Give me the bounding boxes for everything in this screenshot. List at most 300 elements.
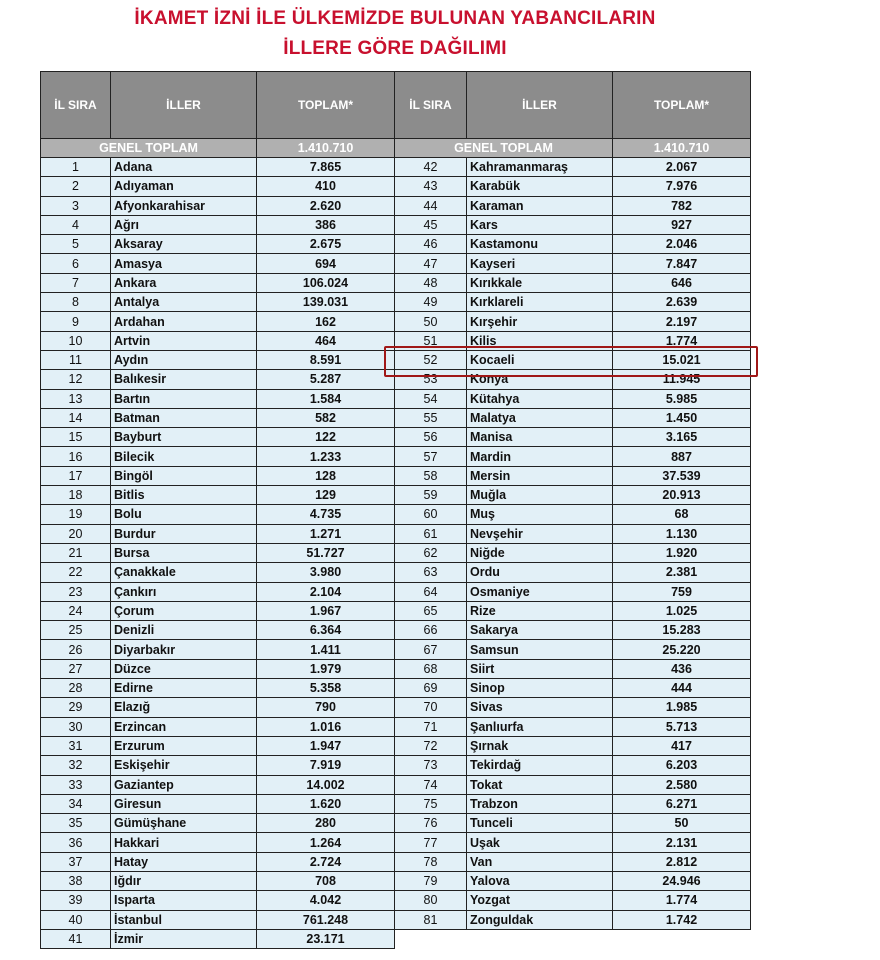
il-name-cell: Aksaray <box>111 235 257 254</box>
genel-toplam-label-right: GENEL TOPLAM <box>395 139 613 158</box>
toplam-cell: 2.724 <box>257 852 395 871</box>
il-name-cell: Muğla <box>467 486 613 505</box>
toplam-cell: 2.639 <box>613 293 751 312</box>
il-sira-cell: 45 <box>395 215 467 234</box>
il-name-cell: Trabzon <box>467 794 613 813</box>
il-sira-cell: 73 <box>395 756 467 775</box>
il-name-cell: Erzincan <box>111 717 257 736</box>
il-name-cell: Bingöl <box>111 466 257 485</box>
il-sira-cell: 14 <box>41 408 111 427</box>
il-name-cell: Antalya <box>111 293 257 312</box>
toplam-cell: 417 <box>613 736 751 755</box>
table-row <box>41 196 751 215</box>
il-name-cell: Tekirdağ <box>467 756 613 775</box>
il-sira-cell: 72 <box>395 736 467 755</box>
il-name-cell: Kırşehir <box>467 312 613 331</box>
il-name-cell: Kahramanmaraş <box>467 158 613 177</box>
toplam-cell: 3.980 <box>257 563 395 582</box>
header-sira-left: İL SIRA <box>41 72 111 139</box>
il-name-cell: Sivas <box>467 698 613 717</box>
il-sira-cell: 50 <box>395 312 467 331</box>
il-sira-cell: 6 <box>41 254 111 273</box>
toplam-cell: 708 <box>257 871 395 890</box>
il-sira-cell: 75 <box>395 794 467 813</box>
il-name-cell: Siirt <box>467 659 613 678</box>
toplam-cell: 280 <box>257 814 395 833</box>
table-row <box>41 621 751 640</box>
il-sira-cell: 81 <box>395 910 467 929</box>
il-name-cell: İzmir <box>111 929 257 948</box>
toplam-cell: 782 <box>613 196 751 215</box>
genel-toplam-row <box>41 139 751 158</box>
toplam-cell: 2.675 <box>257 235 395 254</box>
table-row <box>41 814 751 833</box>
toplam-cell: 410 <box>257 177 395 196</box>
il-sira-cell: 53 <box>395 370 467 389</box>
il-sira-cell: 71 <box>395 717 467 736</box>
il-name-cell: Hatay <box>111 852 257 871</box>
table-row <box>41 254 751 273</box>
table-row <box>41 447 751 466</box>
il-name-cell: Ordu <box>467 563 613 582</box>
il-name-cell: Samsun <box>467 640 613 659</box>
toplam-cell: 444 <box>613 679 751 698</box>
il-sira-cell: 10 <box>41 331 111 350</box>
il-name-cell: Adana <box>111 158 257 177</box>
toplam-cell: 139.031 <box>257 293 395 312</box>
il-sira-cell: 2 <box>41 177 111 196</box>
il-sira-cell: 17 <box>41 466 111 485</box>
il-sira-cell: 48 <box>395 273 467 292</box>
header-sira-right: İL SIRA <box>395 72 467 139</box>
il-sira-cell: 58 <box>395 466 467 485</box>
il-name-cell: Karaman <box>467 196 613 215</box>
il-sira-cell: 33 <box>41 775 111 794</box>
toplam-cell: 24.946 <box>613 871 751 890</box>
toplam-cell: 162 <box>257 312 395 331</box>
table-row <box>41 408 751 427</box>
il-sira-cell: 35 <box>41 814 111 833</box>
il-sira-cell: 63 <box>395 563 467 582</box>
il-name-cell: Zonguldak <box>467 910 613 929</box>
il-sira-cell: 9 <box>41 312 111 331</box>
toplam-cell: 1.016 <box>257 717 395 736</box>
toplam-cell: 6.203 <box>613 756 751 775</box>
table-row <box>41 563 751 582</box>
kocaeli-highlight-box <box>384 346 758 377</box>
toplam-cell: 1.742 <box>613 910 751 929</box>
toplam-cell: 50 <box>613 814 751 833</box>
toplam-cell: 1.411 <box>257 640 395 659</box>
table-row <box>41 273 751 292</box>
il-name-cell: Batman <box>111 408 257 427</box>
il-sira-cell: 23 <box>41 582 111 601</box>
il-name-cell: Aydın <box>111 350 257 369</box>
il-sira-cell: 78 <box>395 852 467 871</box>
il-sira-cell: 13 <box>41 389 111 408</box>
table-row <box>41 466 751 485</box>
il-sira-cell: 64 <box>395 582 467 601</box>
il-name-cell: Kütahya <box>467 389 613 408</box>
il-name-cell: Bartın <box>111 389 257 408</box>
il-name-cell: Bolu <box>111 505 257 524</box>
toplam-cell: 3.165 <box>613 428 751 447</box>
il-sira-cell: 5 <box>41 235 111 254</box>
il-sira-cell: 32 <box>41 756 111 775</box>
il-sira-cell: 36 <box>41 833 111 852</box>
toplam-cell: 646 <box>613 273 751 292</box>
toplam-cell: 129 <box>257 486 395 505</box>
il-name-cell: Gaziantep <box>111 775 257 794</box>
il-sira-cell: 24 <box>41 601 111 620</box>
toplam-cell: 1.774 <box>613 891 751 910</box>
toplam-cell: 7.976 <box>613 177 751 196</box>
il-sira-cell: 3 <box>41 196 111 215</box>
il-sira-cell: 8 <box>41 293 111 312</box>
il-name-cell: Gümüşhane <box>111 814 257 833</box>
toplam-cell: 23.171 <box>257 929 395 948</box>
table-row <box>41 543 751 562</box>
toplam-cell: 2.131 <box>613 833 751 852</box>
il-sira-cell: 61 <box>395 524 467 543</box>
toplam-cell: 790 <box>257 698 395 717</box>
table-row <box>41 698 751 717</box>
il-name-cell: Kastamonu <box>467 235 613 254</box>
il-name-cell: Kilis <box>467 331 613 350</box>
il-sira-cell: 55 <box>395 408 467 427</box>
il-name-cell: Denizli <box>111 621 257 640</box>
table-row <box>41 601 751 620</box>
il-sira-cell: 52 <box>395 350 467 369</box>
toplam-cell: 122 <box>257 428 395 447</box>
il-name-cell: Van <box>467 852 613 871</box>
toplam-cell: 5.713 <box>613 717 751 736</box>
il-sira-cell: 40 <box>41 910 111 929</box>
table-row <box>41 910 751 929</box>
il-sira-cell: 16 <box>41 447 111 466</box>
document-title-line1: İKAMET İZNİ İLE ÜLKEMİZDE BULUNAN YABANCILARIN <box>134 8 656 29</box>
il-sira-cell: 37 <box>41 852 111 871</box>
table-row <box>41 177 751 196</box>
table-row <box>41 679 751 698</box>
toplam-cell: 106.024 <box>257 273 395 292</box>
il-name-cell: Kocaeli <box>467 350 613 369</box>
toplam-cell: 386 <box>257 215 395 234</box>
il-sira-cell: 60 <box>395 505 467 524</box>
il-sira-cell: 76 <box>395 814 467 833</box>
il-name-cell: Amasya <box>111 254 257 273</box>
il-sira-cell: 49 <box>395 293 467 312</box>
il-name-cell: Tokat <box>467 775 613 794</box>
il-name-cell: Hakkari <box>111 833 257 852</box>
toplam-cell: 37.539 <box>613 466 751 485</box>
toplam-cell: 6.364 <box>257 621 395 640</box>
il-sira-cell: 27 <box>41 659 111 678</box>
il-sira-cell: 74 <box>395 775 467 794</box>
il-name-cell: Bilecik <box>111 447 257 466</box>
toplam-cell: 1.450 <box>613 408 751 427</box>
il-name-cell: Ağrı <box>111 215 257 234</box>
il-sira-cell: 12 <box>41 370 111 389</box>
il-sira-cell: 26 <box>41 640 111 659</box>
il-sira-cell: 54 <box>395 389 467 408</box>
toplam-cell: 2.381 <box>613 563 751 582</box>
il-name-cell: Osmaniye <box>467 582 613 601</box>
toplam-cell: 15.283 <box>613 621 751 640</box>
il-sira-cell: 80 <box>395 891 467 910</box>
il-sira-cell: 43 <box>395 177 467 196</box>
toplam-cell: 128 <box>257 466 395 485</box>
table-row <box>41 929 751 948</box>
il-sira-cell: 39 <box>41 891 111 910</box>
il-name-cell: Yozgat <box>467 891 613 910</box>
header-iller-right: İLLER <box>467 72 613 139</box>
il-sira-cell: 22 <box>41 563 111 582</box>
il-name-cell: Artvin <box>111 331 257 350</box>
table-row <box>41 756 751 775</box>
il-sira-cell: 65 <box>395 601 467 620</box>
toplam-cell: 7.865 <box>257 158 395 177</box>
il-name-cell: Kayseri <box>467 254 613 273</box>
table-row <box>41 486 751 505</box>
il-name-cell: Kırıkkale <box>467 273 613 292</box>
table-row <box>41 389 751 408</box>
il-sira-cell: 44 <box>395 196 467 215</box>
il-name-cell: Şırnak <box>467 736 613 755</box>
il-sira-cell: 42 <box>395 158 467 177</box>
toplam-cell: 51.727 <box>257 543 395 562</box>
table-row <box>41 215 751 234</box>
toplam-cell: 4.042 <box>257 891 395 910</box>
table-row <box>41 794 751 813</box>
document-title-line2: İLLERE GÖRE DAĞILIMI <box>283 38 507 59</box>
il-name-cell: Düzce <box>111 659 257 678</box>
genel-toplam-value-right: 1.410.710 <box>613 139 751 158</box>
table-row <box>41 717 751 736</box>
table-row <box>41 158 751 177</box>
il-name-cell: Burdur <box>111 524 257 543</box>
table-header-row <box>41 72 751 139</box>
il-name-cell: Niğde <box>467 543 613 562</box>
il-sira-cell: 66 <box>395 621 467 640</box>
table-row <box>41 640 751 659</box>
il-sira-cell: 47 <box>395 254 467 273</box>
toplam-cell: 1.979 <box>257 659 395 678</box>
province-distribution-table <box>40 71 751 949</box>
il-sira-cell: 15 <box>41 428 111 447</box>
il-name-cell: Afyonkarahisar <box>111 196 257 215</box>
il-name-cell: Tunceli <box>467 814 613 833</box>
genel-toplam-value-left: 1.410.710 <box>257 139 395 158</box>
toplam-cell: 1.233 <box>257 447 395 466</box>
il-sira-cell: 19 <box>41 505 111 524</box>
il-name-cell: Çanakkale <box>111 563 257 582</box>
toplam-cell: 7.847 <box>613 254 751 273</box>
il-sira-cell: 34 <box>41 794 111 813</box>
il-name-cell: Uşak <box>467 833 613 852</box>
toplam-cell: 582 <box>257 408 395 427</box>
toplam-cell: 2.197 <box>613 312 751 331</box>
il-name-cell: Mersin <box>467 466 613 485</box>
il-name-cell: Konya <box>467 370 613 389</box>
il-name-cell: Edirne <box>111 679 257 698</box>
il-sira-cell: 20 <box>41 524 111 543</box>
il-name-cell: Erzurum <box>111 736 257 755</box>
toplam-cell: 5.287 <box>257 370 395 389</box>
toplam-cell: 6.271 <box>613 794 751 813</box>
toplam-cell: 694 <box>257 254 395 273</box>
il-name-cell: Iğdır <box>111 871 257 890</box>
il-sira-cell: 67 <box>395 640 467 659</box>
genel-toplam-label-left: GENEL TOPLAM <box>41 139 257 158</box>
toplam-cell: 1.584 <box>257 389 395 408</box>
toplam-cell: 1.967 <box>257 601 395 620</box>
toplam-cell: 2.067 <box>613 158 751 177</box>
toplam-cell: 7.919 <box>257 756 395 775</box>
il-name-cell: Şanlıurfa <box>467 717 613 736</box>
toplam-cell: 14.002 <box>257 775 395 794</box>
table-row <box>41 582 751 601</box>
il-name-cell: Bayburt <box>111 428 257 447</box>
il-sira-cell: 46 <box>395 235 467 254</box>
il-name-cell: Elazığ <box>111 698 257 717</box>
empty-cell <box>613 929 751 948</box>
toplam-cell: 2.620 <box>257 196 395 215</box>
il-name-cell: Kars <box>467 215 613 234</box>
il-name-cell: Giresun <box>111 794 257 813</box>
il-name-cell: Karabük <box>467 177 613 196</box>
il-sira-cell: 28 <box>41 679 111 698</box>
il-name-cell: Çorum <box>111 601 257 620</box>
il-sira-cell: 57 <box>395 447 467 466</box>
il-name-cell: Ankara <box>111 273 257 292</box>
table-row <box>41 505 751 524</box>
toplam-cell: 436 <box>613 659 751 678</box>
toplam-cell: 1.130 <box>613 524 751 543</box>
toplam-cell: 759 <box>613 582 751 601</box>
il-sira-cell: 62 <box>395 543 467 562</box>
toplam-cell: 1.264 <box>257 833 395 852</box>
il-sira-cell: 29 <box>41 698 111 717</box>
il-sira-cell: 4 <box>41 215 111 234</box>
toplam-cell: 1.025 <box>613 601 751 620</box>
header-toplam-right: TOPLAM* <box>613 72 751 139</box>
table-row <box>41 293 751 312</box>
table-row <box>41 659 751 678</box>
il-name-cell: İstanbul <box>111 910 257 929</box>
toplam-cell: 1.620 <box>257 794 395 813</box>
il-name-cell: Muş <box>467 505 613 524</box>
table-row <box>41 736 751 755</box>
il-name-cell: Diyarbakır <box>111 640 257 659</box>
toplam-cell: 1.271 <box>257 524 395 543</box>
table-row <box>41 891 751 910</box>
toplam-cell: 2.812 <box>613 852 751 871</box>
table-row <box>41 871 751 890</box>
il-name-cell: Mardin <box>467 447 613 466</box>
il-sira-cell: 51 <box>395 331 467 350</box>
toplam-cell: 761.248 <box>257 910 395 929</box>
il-name-cell: Sakarya <box>467 621 613 640</box>
il-sira-cell: 70 <box>395 698 467 717</box>
il-name-cell: Manisa <box>467 428 613 447</box>
il-sira-cell: 11 <box>41 350 111 369</box>
toplam-cell: 25.220 <box>613 640 751 659</box>
toplam-cell: 464 <box>257 331 395 350</box>
toplam-cell: 1.774 <box>613 331 751 350</box>
il-sira-cell: 7 <box>41 273 111 292</box>
empty-cell <box>467 929 613 948</box>
il-name-cell: Nevşehir <box>467 524 613 543</box>
toplam-cell: 20.913 <box>613 486 751 505</box>
il-name-cell: Yalova <box>467 871 613 890</box>
il-name-cell: Adıyaman <box>111 177 257 196</box>
toplam-cell: 2.580 <box>613 775 751 794</box>
empty-cell <box>395 929 467 948</box>
toplam-cell: 927 <box>613 215 751 234</box>
il-sira-cell: 68 <box>395 659 467 678</box>
toplam-cell: 4.735 <box>257 505 395 524</box>
il-sira-cell: 56 <box>395 428 467 447</box>
table-row <box>41 235 751 254</box>
toplam-cell: 68 <box>613 505 751 524</box>
il-sira-cell: 30 <box>41 717 111 736</box>
il-sira-cell: 59 <box>395 486 467 505</box>
table-row <box>41 428 751 447</box>
il-name-cell: Sinop <box>467 679 613 698</box>
table-row <box>41 833 751 852</box>
table-row <box>41 852 751 871</box>
toplam-cell: 887 <box>613 447 751 466</box>
il-name-cell: Malatya <box>467 408 613 427</box>
il-sira-cell: 21 <box>41 543 111 562</box>
toplam-cell: 8.591 <box>257 350 395 369</box>
header-iller-left: İLLER <box>111 72 257 139</box>
il-name-cell: Bursa <box>111 543 257 562</box>
il-name-cell: Bitlis <box>111 486 257 505</box>
toplam-cell: 1.985 <box>613 698 751 717</box>
il-sira-cell: 31 <box>41 736 111 755</box>
toplam-cell: 1.920 <box>613 543 751 562</box>
il-name-cell: Kırklareli <box>467 293 613 312</box>
toplam-cell: 5.985 <box>613 389 751 408</box>
il-sira-cell: 1 <box>41 158 111 177</box>
toplam-cell: 1.947 <box>257 736 395 755</box>
toplam-cell: 2.046 <box>613 235 751 254</box>
toplam-cell: 5.358 <box>257 679 395 698</box>
il-name-cell: Eskişehir <box>111 756 257 775</box>
table-row <box>41 312 751 331</box>
il-name-cell: Çankırı <box>111 582 257 601</box>
toplam-cell: 11.945 <box>613 370 751 389</box>
il-name-cell: Balıkesir <box>111 370 257 389</box>
toplam-cell: 15.021 <box>613 350 751 369</box>
toplam-cell: 2.104 <box>257 582 395 601</box>
il-sira-cell: 69 <box>395 679 467 698</box>
il-sira-cell: 41 <box>41 929 111 948</box>
il-sira-cell: 25 <box>41 621 111 640</box>
il-sira-cell: 79 <box>395 871 467 890</box>
il-name-cell: Isparta <box>111 891 257 910</box>
il-sira-cell: 77 <box>395 833 467 852</box>
il-sira-cell: 18 <box>41 486 111 505</box>
table-row <box>41 524 751 543</box>
il-name-cell: Ardahan <box>111 312 257 331</box>
il-sira-cell: 38 <box>41 871 111 890</box>
header-toplam-left: TOPLAM* <box>257 72 395 139</box>
il-name-cell: Rize <box>467 601 613 620</box>
table-row <box>41 775 751 794</box>
